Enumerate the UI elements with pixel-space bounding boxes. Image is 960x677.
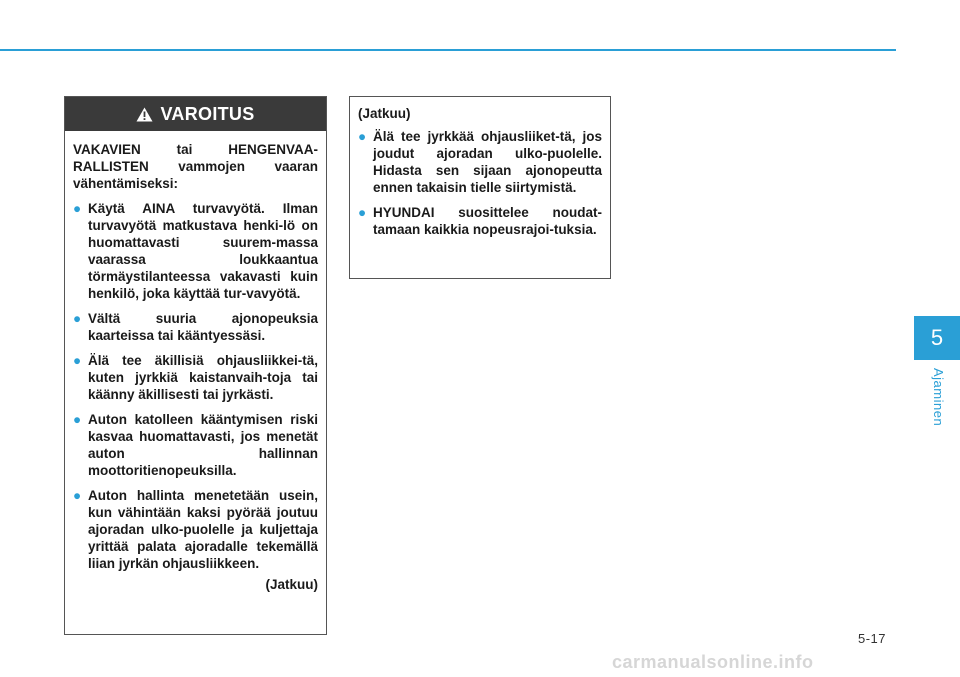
page-number: 5-17 (858, 631, 887, 646)
list-item-text: Käytä AINA turvavyötä. Ilman turvavyötä matkustava henki-lö on huomattavasti suurem-massa vaarassa loukkaantua törmäystilanteessa vakavasti kuin henkilö, joka käyttää tur-vavyötä. (88, 201, 318, 301)
chapter-label: Ajaminen (931, 368, 946, 427)
bullet-dot-icon: ● (73, 488, 82, 503)
continued-lead: (Jatkuu) (358, 106, 411, 121)
list-item-text: Auton hallinta menetetään usein, kun vähintään kaksi pyörää joutuu ajoradan ulko-puolelle ja kuljettaja yrittää palata ajoradalle tekemällä liian jyrkän ohjausliikkeen. (88, 488, 318, 571)
top-rule (0, 49, 896, 51)
continued-content (350, 97, 610, 238)
list-item-text: Auton katolleen kääntymisen riski kasvaa huomattavasti, jos menetät auton hallinnan moottoritienopeuksilla. (88, 412, 318, 478)
list-item-text: HYUNDAI suosittelee noudat-tamaan kaikkia nopeusrajoi-tuksia. (373, 205, 602, 237)
bullet-dot-icon: ● (73, 201, 82, 216)
chapter-tab (914, 316, 960, 360)
warning-content (65, 131, 326, 593)
list-item (358, 128, 602, 196)
list-item (73, 310, 318, 344)
bullet-dot-icon: ● (358, 205, 367, 220)
continued-box (349, 96, 611, 279)
list-item-text: Vältä suuria ajonopeuksia kaarteissa tai kääntyessäsi. (88, 311, 318, 343)
chapter-number: 5 (930, 325, 944, 350)
bullet-dot-icon: ● (358, 129, 367, 144)
list-item (73, 352, 318, 403)
watermark: carmanualsonline.info (612, 652, 814, 672)
bullet-dot-icon: ● (73, 412, 82, 427)
list-item-text: Älä tee jyrkkää ohjausliiket-tä, jos joudut ajoradan ulko-puolelle. Hidasta sen sijaan ajonopeutta ennen takaisin tielle siirtymistä. (373, 129, 602, 195)
warning-list (73, 200, 318, 572)
warning-header (65, 97, 326, 131)
bullet-dot-icon: ● (73, 311, 82, 326)
warning-lead: VAKAVIEN tai HENGENVAA-RALLISTEN vammojen vaaran vähentämiseksi: (73, 142, 318, 191)
list-item (73, 200, 318, 302)
bullet-dot-icon: ● (73, 353, 82, 368)
list-item (358, 204, 602, 238)
continued-list (358, 128, 602, 238)
warning-box (64, 96, 327, 635)
list-item (73, 411, 318, 479)
continued-label: (Jatkuu) (265, 577, 318, 592)
warning-triangle-icon (136, 107, 153, 122)
warning-title: VAROITUS (160, 103, 255, 124)
list-item (73, 487, 318, 572)
list-item-text: Älä tee äkillisiä ohjausliikkei-tä, kuten jyrkkiä kaistanvaih-toja tai käänny äkillisesti tai jyrkästi. (88, 353, 318, 402)
